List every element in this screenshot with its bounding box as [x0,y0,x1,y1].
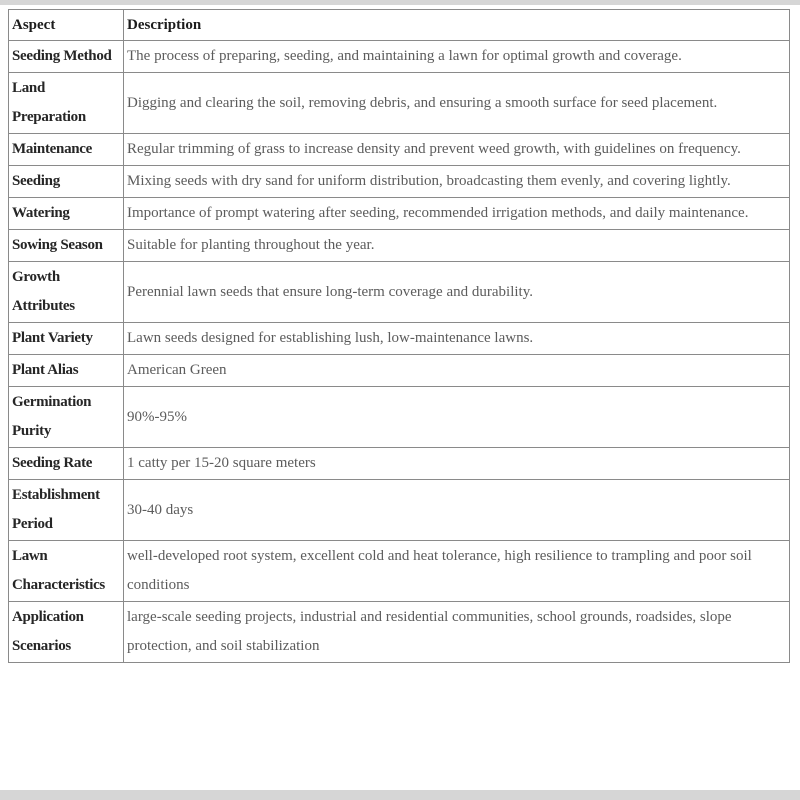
description-cell: Regular trimming of grass to increase density and prevent weed growth, with guidelines on frequency. [124,134,790,166]
description-cell: large-scale seeding projects, industrial and residential communities, school grounds, roadsides, slope protection, and soil stabilization [124,602,790,663]
description-cell: Mixing seeds with dry sand for uniform distribution, broadcasting them evenly, and covering lightly. [124,166,790,198]
description-cell: 1 catty per 15-20 square meters [124,448,790,480]
description-cell: Lawn seeds designed for establishing lush, low-maintenance lawns. [124,323,790,355]
table-row [9,41,790,73]
aspect-cell: Application Scenarios [9,602,124,663]
aspect-cell: Watering [9,198,124,230]
aspect-cell: Growth Attributes [9,262,124,323]
aspect-cell: Seeding Rate [9,448,124,480]
aspect-cell: Seeding [9,166,124,198]
description-cell: American Green [124,355,790,387]
aspect-cell: Establishment Period [9,480,124,541]
table-row [9,387,790,448]
description-cell: 90%-95% [124,387,790,448]
table-row [9,480,790,541]
description-cell: Perennial lawn seeds that ensure long-term coverage and durability. [124,262,790,323]
table-row [9,198,790,230]
table-row [9,323,790,355]
description-cell: The process of preparing, seeding, and maintaining a lawn for optimal growth and coverage. [124,41,790,73]
description-cell: Suitable for planting throughout the year. [124,230,790,262]
aspect-cell: Lawn Characteristics [9,541,124,602]
aspect-cell: Maintenance [9,134,124,166]
table-row [9,262,790,323]
table-row [9,355,790,387]
description-cell: 30-40 days [124,480,790,541]
table-row [9,448,790,480]
table-row [9,230,790,262]
top-gray-strip [0,0,800,5]
aspect-cell: Germination Purity [9,387,124,448]
description-cell: well-developed root system, excellent cold and heat tolerance, high resilience to trampling and poor soil conditions [124,541,790,602]
column-header-description: Description [124,10,790,41]
aspect-cell: Plant Alias [9,355,124,387]
aspect-cell: Sowing Season [9,230,124,262]
table-row [9,602,790,663]
description-cell: Digging and clearing the soil, removing debris, and ensuring a smooth surface for seed placement. [124,73,790,134]
table-header-row [9,10,790,41]
table-row [9,166,790,198]
table-row [9,73,790,134]
aspect-description-table [8,9,790,663]
bottom-gray-strip [0,790,800,800]
table-row [9,134,790,166]
description-cell: Importance of prompt watering after seeding, recommended irrigation methods, and daily maintenance. [124,198,790,230]
table-row [9,541,790,602]
aspect-cell: Land Preparation [9,73,124,134]
column-header-aspect: Aspect [9,10,124,41]
aspect-cell: Plant Variety [9,323,124,355]
aspect-cell: Seeding Method [9,41,124,73]
